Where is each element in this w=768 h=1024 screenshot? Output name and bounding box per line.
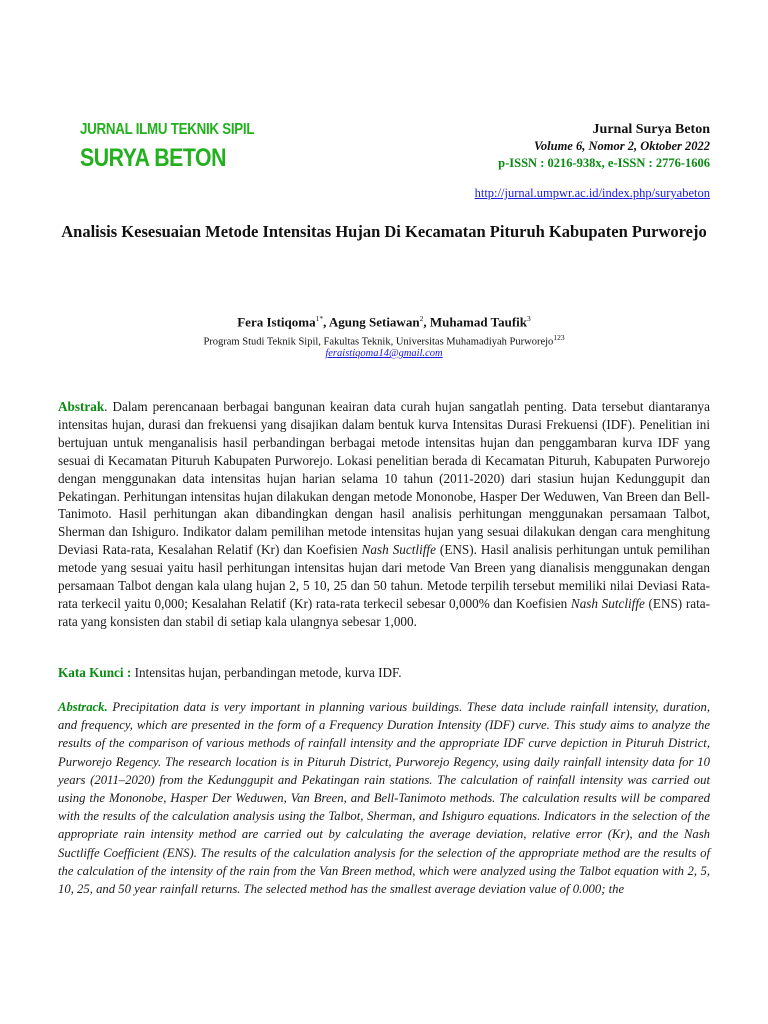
keywords-section xyxy=(58,664,710,682)
author-list xyxy=(58,314,710,330)
logo-line-1: JURNAL ILMU TEKNIK SIPIL xyxy=(80,121,255,138)
abstrak-text: Dalam perencanaan berbagai bangunan keairan data curah hujan sangatlah penting. Data tersebut diantaranya intensitas hujan, durasi dan frekuensi yang disajikan dalam bentuk kurva Intensitas Durasi Frekuensi (IDF). Penelitian ini bertujuan untuk menganalisis hasil perbandingan berbagai metode intensitas hujan dan penggambaran kurva IDF yang sesuai di Kecamatan Pituruh Kabupaten Purworejo. Lokasi penelitian berada di Kecamatan Pituruh, Kabupaten Purworejo dengan menggunakan data intensitas hujan harian selama 10 tahun (2011-2020) dari stasiun hujan Kedunggupit dan Pekatingan. Perhitungan intensitas hujan dilakukan dengan metode Mononobe, Hasper Der Weduwen, Van Breen dan Bell-Tanimoto. Hasil perhitungan akan dibandingkan dengan hasil analisis perhitungan menggunakan persamaan Talbot, Sherman dan Ishiguro. Indikator dalam pemilihan metode intensitas hujan yang sesuai dilakukan dengan cara menghitung Deviasi Rata-rata, Kesalahan Relatif (Kr) dan Koefisien xyxy=(58,399,710,558)
abstract-english-section xyxy=(58,698,710,898)
abstrak-section xyxy=(58,398,710,631)
journal-name: Jurnal Surya Beton xyxy=(592,122,710,137)
journal-volume: Volume 6, Nomor 2, Oktober 2022 xyxy=(533,139,710,153)
author-name: Fera Istiqoma xyxy=(237,314,316,330)
journal-issn: p-ISSN : 0216-938x, e-ISSN : 2776-1606 xyxy=(498,156,710,170)
abstract-english-paragraph xyxy=(58,698,710,898)
abstract-english-text: Precipitation data is very important in planning various buildings. These data include rainfall intensity, duration, and frequency, which are presented in the form of a Frequency Duration Intensity (IDF) curve. This study aims to analyze the results of the comparison of various methods of rainfall intensity and the appropriate IDF curve depiction in Pituruh District, Purworejo Regency. The research location is in Pituruh District, Purworejo Regency, using daily rainfall intensity data for 10 years (2011–2020) from the Kedunggupit and Pekatingan rain stations. The calculation of rainfall intensity was carried out using the Mononobe, Hasper Der Weduwen, Van Breen, and Bell-Tanimoto methods. The calculation results will be compared with the results of the calculation analysis using the Talbot, Sherman, and Ishiguro equations. Indicators in the selection of the appropriate rain intensity method are carried out by calculating the average deviation, relative error (Kr), and the Nash Suctliffe Coefficient (ENS). The results of the calculation analysis for the selection of the appropriate method are the results of the calculation of the intensity of the rain from the Van Breen method, which were analyzed using the Talbot equation with 2, 5, 10, 25, and 50 year rainfall returns. The selected method has the smallest average deviation value of 0.000; the xyxy=(58,700,710,897)
abstrak-label: Abstrak xyxy=(58,399,105,414)
journal-info xyxy=(498,121,710,172)
author-affiliation-mark: 2 xyxy=(419,314,424,323)
abstrak-label-dot: . xyxy=(104,399,108,414)
keywords-label: Kata Kunci : xyxy=(58,665,132,680)
affiliation-text: Program Studi Teknik Sipil, Fakultas Teknik, Universitas Muhamadiyah Purworejo xyxy=(203,336,554,348)
journal-logo xyxy=(80,122,283,171)
author-name: Muhamad Taufik xyxy=(429,314,527,330)
author-separator: , xyxy=(323,314,329,330)
author-affiliation xyxy=(58,333,710,348)
abstrak-text: (ENS). Hasil analisis perhitungan untuk pemilihan metode yang sesuai yaitu hasil perhitungan intensitas hujan dari metode Van Breen yang dianalisis menggunakan dengan persamaan Talbot dengan kala ulang hujan 2, 5 10, 25 dan 50 tahun. Metode terpilih tersebut memiliki nilai Deviasi Rata-rata terkecil yaitu 0,000; Kesalahan Relatif (Kr) rata-rata terkecil sebesar 0,000% dan Koefisien xyxy=(58,542,710,611)
affiliation-mark: 123 xyxy=(553,333,565,342)
journal-url-link[interactable]: http://jurnal.umpwr.ac.id/index.php/suryabeton xyxy=(474,186,710,200)
logo-line-2: SURYA BETON xyxy=(80,143,227,172)
abstrak-text: (ENS) rata-rata yang konsisten dan stabil di setiap kala ulangnya sebesar 1,000. xyxy=(58,595,710,629)
abstrak-italic-term: Nash Sutcliffe xyxy=(570,595,645,611)
author-name: Agung Setiawan xyxy=(328,314,420,330)
author-affiliation-mark: 1* xyxy=(315,314,324,323)
abstract-english-label: Abstrack. xyxy=(58,700,108,714)
article-title: Analisis Kesesuaian Metode Intensitas Hujan Di Kecamatan Pituruh Kabupaten Purworejo xyxy=(61,222,707,241)
author-separator: , xyxy=(423,314,430,330)
abstrak-italic-term: Nash Suctliffe xyxy=(361,542,436,558)
abstrak-paragraph xyxy=(58,398,710,631)
corresponding-email-link[interactable]: feraistiqoma14@gmail.com xyxy=(325,348,443,359)
keywords-text: Intensitas hujan, perbandingan metode, kurva IDF. xyxy=(131,665,402,680)
author-affiliation-mark: 3 xyxy=(527,314,531,323)
